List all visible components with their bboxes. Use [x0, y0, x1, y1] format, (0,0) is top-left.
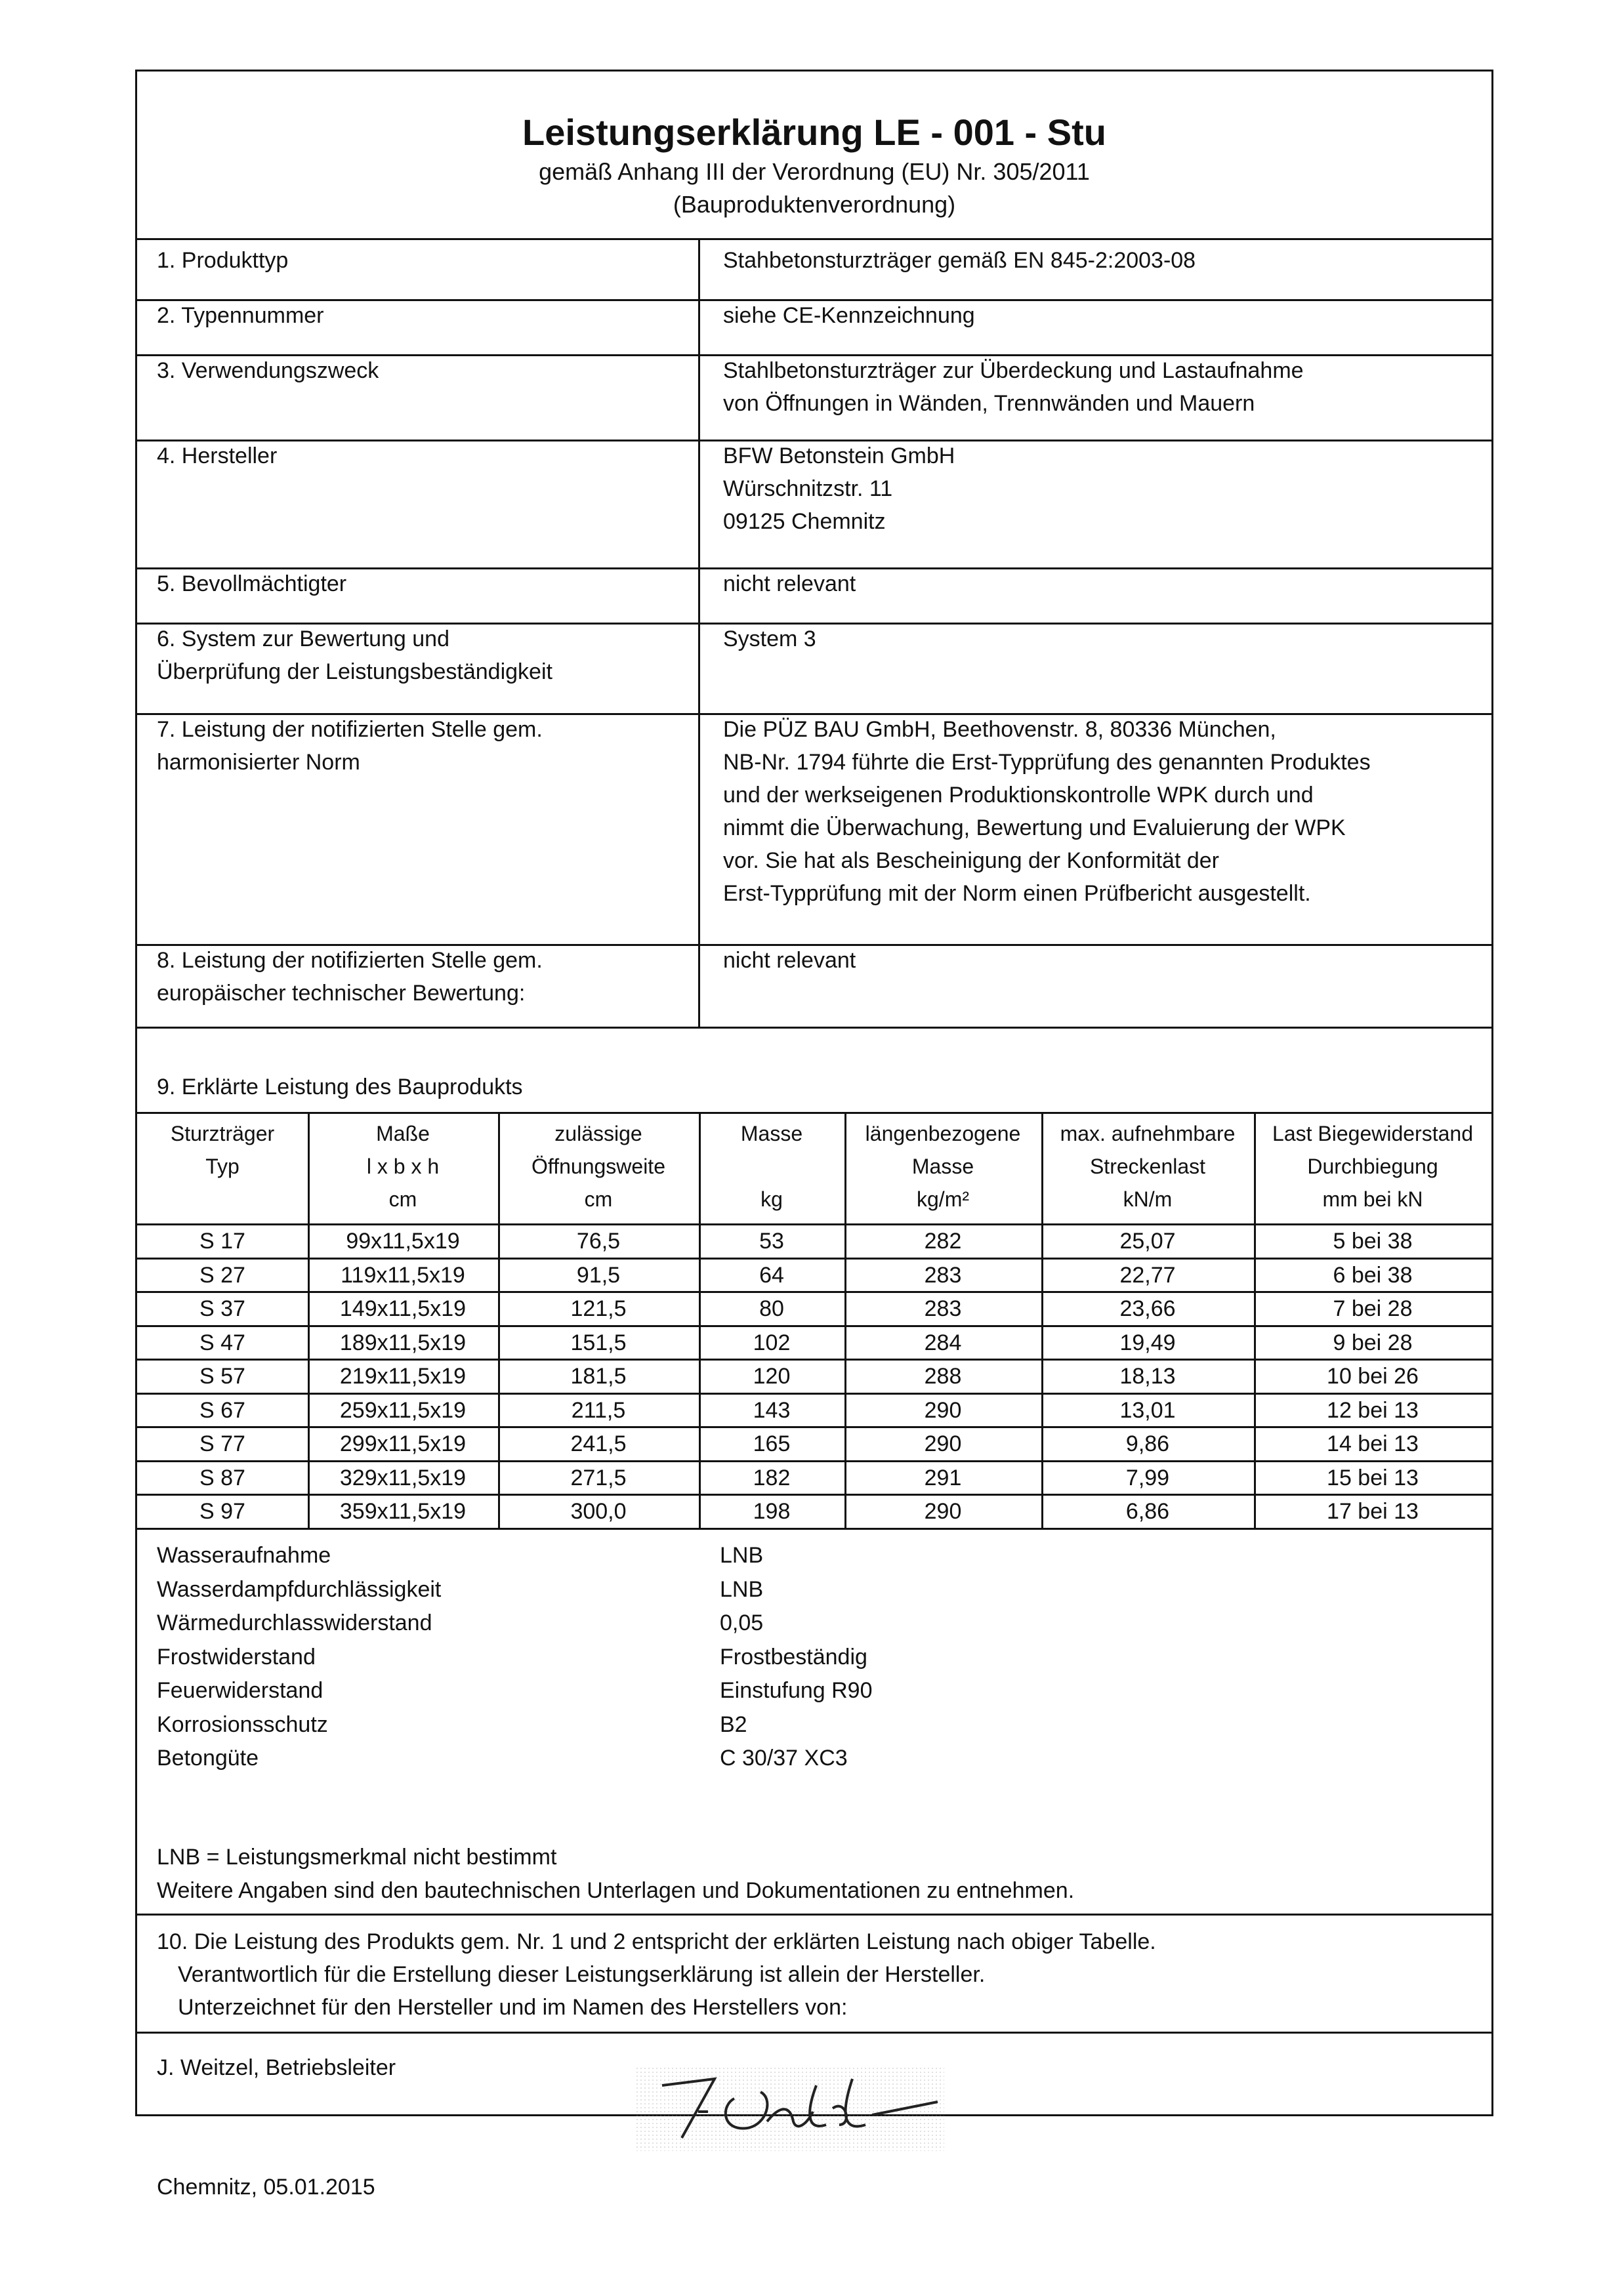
handwritten-signature	[636, 2059, 951, 2161]
column-header: zulässige	[554, 1122, 642, 1145]
table-cell: 14 bei 13	[1327, 1431, 1419, 1456]
column-header: l x b x h	[366, 1155, 440, 1178]
property-label: Wasseraufnahme	[157, 1543, 331, 1568]
table-cell: S 37	[199, 1296, 245, 1321]
column-header: kg	[760, 1187, 783, 1211]
item-label: 6. System zur Bewertung und	[157, 626, 450, 651]
table-cell: 6 bei 38	[1333, 1262, 1413, 1288]
document-subtitle: gemäß Anhang III der Verordnung (EU) Nr. 305/2011	[539, 158, 1090, 185]
item-value: nimmt die Überwachung, Bewertung und Evaluierung der WPK	[723, 815, 1346, 840]
property-label: Wärmedurchlasswiderstand	[157, 1610, 432, 1635]
item-label: 5. Bevollmächtigter	[157, 571, 347, 596]
table-cell: 290	[924, 1431, 962, 1456]
column-divider	[844, 1112, 846, 1528]
item-value: nicht relevant	[723, 948, 856, 973]
table-cell: S 87	[199, 1465, 245, 1490]
column-header: Typ	[205, 1155, 239, 1178]
further-info-note: Weitere Angaben sind den bautechnischen Unterlagen und Dokumentationen zu entnehmen.	[157, 1878, 1075, 1903]
table-cell: 10 bei 26	[1327, 1364, 1419, 1389]
item-label: 4. Hersteller	[157, 443, 278, 468]
table-cell: 91,5	[576, 1262, 621, 1288]
column-header: Öffnungsweite	[531, 1155, 665, 1178]
table-cell: 22,77	[1119, 1262, 1176, 1288]
document-subtitle-2: (Bauproduktenverordnung)	[673, 191, 956, 218]
item-value: System 3	[723, 626, 816, 651]
table-cell: 329x11,5x19	[339, 1465, 467, 1490]
table-cell: S 67	[199, 1397, 245, 1423]
column-divider	[1254, 1112, 1256, 1528]
item-label: 3. Verwendungszweck	[157, 358, 379, 383]
table-cell: 299x11,5x19	[339, 1431, 467, 1456]
item-label: 2. Typennummer	[157, 303, 324, 328]
column-divider	[698, 238, 700, 1027]
table-cell: 18,13	[1119, 1364, 1176, 1389]
item-label: 7. Leistung der notifizierten Stelle gem.	[157, 717, 543, 742]
column-divider	[1041, 1112, 1043, 1528]
table-cell: 13,01	[1119, 1397, 1176, 1423]
table-cell: 151,5	[570, 1330, 627, 1355]
property-label: Feuerwiderstand	[157, 1678, 323, 1703]
signatory-name: J. Weitzel, Betriebsleiter	[157, 2055, 396, 2080]
column-header: max. aufnehmbare	[1060, 1122, 1236, 1145]
place-date: Chemnitz, 05.01.2015	[157, 2175, 375, 2200]
table-cell: 12 bei 13	[1327, 1397, 1419, 1423]
table-cell: 143	[753, 1397, 791, 1423]
table-cell: 290	[924, 1397, 962, 1423]
property-value: Einstufung R90	[720, 1678, 873, 1703]
item-value: nicht relevant	[723, 571, 856, 596]
table-cell: S 17	[199, 1229, 245, 1254]
table-cell: 211,5	[571, 1397, 626, 1423]
item-value: BFW Betonstein GmbH	[723, 443, 955, 468]
table-cell: 165	[753, 1431, 791, 1456]
column-header: kg/m²	[917, 1187, 969, 1211]
table-cell: S 77	[199, 1431, 245, 1456]
item-value: Erst-Typprüfung mit der Norm einen Prüfbericht ausgestellt.	[723, 881, 1311, 906]
table-cell: 7,99	[1125, 1465, 1170, 1490]
section9-title: 9. Erklärte Leistung des Bauprodukts	[157, 1075, 523, 1099]
table-cell: 290	[924, 1499, 962, 1524]
column-header: cm	[584, 1187, 613, 1211]
column-header: mm bei kN	[1322, 1187, 1423, 1211]
table-cell: 102	[753, 1330, 791, 1355]
table-cell: 241,5	[570, 1431, 627, 1456]
item-value: und der werkseigenen Produktionskontrolle WPK durch und	[723, 783, 1314, 808]
item-value: 09125 Chemnitz	[723, 509, 886, 534]
column-divider	[699, 1112, 701, 1528]
property-value: Frostbeständig	[720, 1644, 867, 1670]
section10-line2: Verantwortlich für die Erstellung dieser Leistungserklärung ist allein der Hersteller.	[178, 1962, 986, 1987]
item-value: von Öffnungen in Wänden, Trennwänden und Mauern	[723, 391, 1255, 416]
table-cell: 15 bei 13	[1327, 1465, 1419, 1490]
table-cell: S 57	[199, 1364, 245, 1389]
item-value: siehe CE-Kennzeichnung	[723, 303, 975, 328]
item-value: Würschnitzstr. 11	[723, 476, 893, 501]
table-cell: 23,66	[1119, 1296, 1176, 1321]
declaration-document	[135, 70, 1493, 2200]
table-cell: 283	[924, 1262, 962, 1288]
property-value: C 30/37 XC3	[720, 1746, 848, 1771]
column-header: cm	[388, 1187, 417, 1211]
table-cell: 64	[759, 1262, 784, 1288]
section10-line1: 10. Die Leistung des Produkts gem. Nr. 1 und 2 entspricht der erklärten Leistung nach obiger Tabelle.	[157, 1929, 1156, 1954]
column-header: Streckenlast	[1089, 1155, 1206, 1178]
item-value: Stahlbetonsturzträger zur Überdeckung und Lastaufnahme	[723, 358, 1304, 383]
table-cell: 283	[924, 1296, 962, 1321]
divider	[137, 2032, 1491, 2034]
table-cell: 259x11,5x19	[339, 1397, 467, 1423]
item-value: NB-Nr. 1794 führte die Erst-Typprüfung des genannten Produktes	[723, 750, 1371, 775]
table-cell: 76,5	[576, 1229, 621, 1254]
divider	[137, 238, 1491, 240]
section10-line3: Unterzeichnet für den Hersteller und im Namen des Herstellers von:	[178, 1995, 848, 2020]
property-label: Wasserdampfdurchlässigkeit	[157, 1576, 442, 1602]
table-cell: S 47	[199, 1330, 245, 1355]
table-cell: 120	[753, 1364, 791, 1389]
table-cell: 25,07	[1119, 1229, 1176, 1254]
property-value: LNB	[720, 1543, 764, 1568]
table-cell: 271,5	[570, 1465, 627, 1490]
table-cell: 9 bei 28	[1333, 1330, 1413, 1355]
table-cell: 181,5	[570, 1364, 627, 1389]
table-cell: S 27	[199, 1262, 245, 1288]
column-header: Maße	[376, 1122, 430, 1145]
item-label: harmonisierter Norm	[157, 750, 360, 775]
property-value: 0,05	[720, 1610, 764, 1635]
property-value: LNB	[720, 1576, 764, 1602]
table-cell: 119x11,5x19	[341, 1262, 465, 1288]
table-cell: 189x11,5x19	[339, 1330, 467, 1355]
table-cell: S 97	[199, 1499, 245, 1524]
lnb-note: LNB = Leistungsmerkmal nicht bestimmt	[157, 1845, 557, 1870]
column-header: Sturzträger	[170, 1122, 275, 1145]
property-label: Betongüte	[157, 1746, 259, 1771]
table-cell: 17 bei 13	[1327, 1499, 1419, 1524]
table-cell: 19,49	[1119, 1330, 1176, 1355]
divider	[137, 1112, 1491, 1114]
column-divider	[498, 1112, 500, 1528]
table-cell: 7 bei 28	[1333, 1296, 1413, 1321]
item-label: 1. Produkttyp	[157, 248, 289, 273]
item-label: europäischer technischer Bewertung:	[157, 981, 526, 1006]
column-header: Durchbiegung	[1307, 1155, 1438, 1178]
column-header: längenbezogene	[865, 1122, 1021, 1145]
item-value: Die PÜZ BAU GmbH, Beethovenstr. 8, 80336 München,	[723, 717, 1276, 742]
property-value: B2	[720, 1712, 747, 1737]
table-cell: 6,86	[1125, 1499, 1170, 1524]
column-header: Masse	[740, 1122, 803, 1145]
item-value: Stahbetonsturzträger gemäß EN 845-2:2003-08	[723, 248, 1196, 273]
item-label: Überprüfung der Leistungsbeständigkeit	[157, 659, 552, 684]
table-cell: 284	[924, 1330, 962, 1355]
table-cell: 149x11,5x19	[339, 1296, 467, 1321]
column-header: kN/m	[1123, 1187, 1173, 1211]
item-label: 8. Leistung der notifizierten Stelle gem.	[157, 948, 543, 973]
document-title: Leistungserklärung LE - 001 - Stu	[522, 112, 1106, 153]
column-divider	[308, 1112, 310, 1528]
divider	[137, 1914, 1491, 1916]
table-cell: 291	[924, 1465, 962, 1490]
table-cell: 9,86	[1125, 1431, 1170, 1456]
table-cell: 80	[759, 1296, 784, 1321]
divider	[137, 1027, 1491, 1029]
divider	[137, 1528, 1491, 1530]
table-cell: 359x11,5x19	[339, 1499, 467, 1524]
table-cell: 288	[924, 1364, 962, 1389]
table-cell: 300,0	[570, 1499, 627, 1524]
table-cell: 121,5	[570, 1296, 627, 1321]
property-label: Korrosionsschutz	[157, 1712, 328, 1737]
table-cell: 182	[753, 1465, 791, 1490]
table-cell: 5 bei 38	[1333, 1229, 1413, 1254]
column-header: Masse	[911, 1155, 974, 1178]
table-cell: 219x11,5x19	[339, 1364, 467, 1389]
table-cell: 53	[759, 1229, 784, 1254]
item-value: vor. Sie hat als Bescheinigung der Konformität der	[723, 848, 1219, 873]
column-header: Last Biegewiderstand	[1272, 1122, 1473, 1145]
table-cell: 282	[924, 1229, 962, 1254]
table-cell: 99x11,5x19	[346, 1229, 460, 1254]
table-cell: 198	[753, 1499, 791, 1524]
property-label: Frostwiderstand	[157, 1644, 316, 1670]
